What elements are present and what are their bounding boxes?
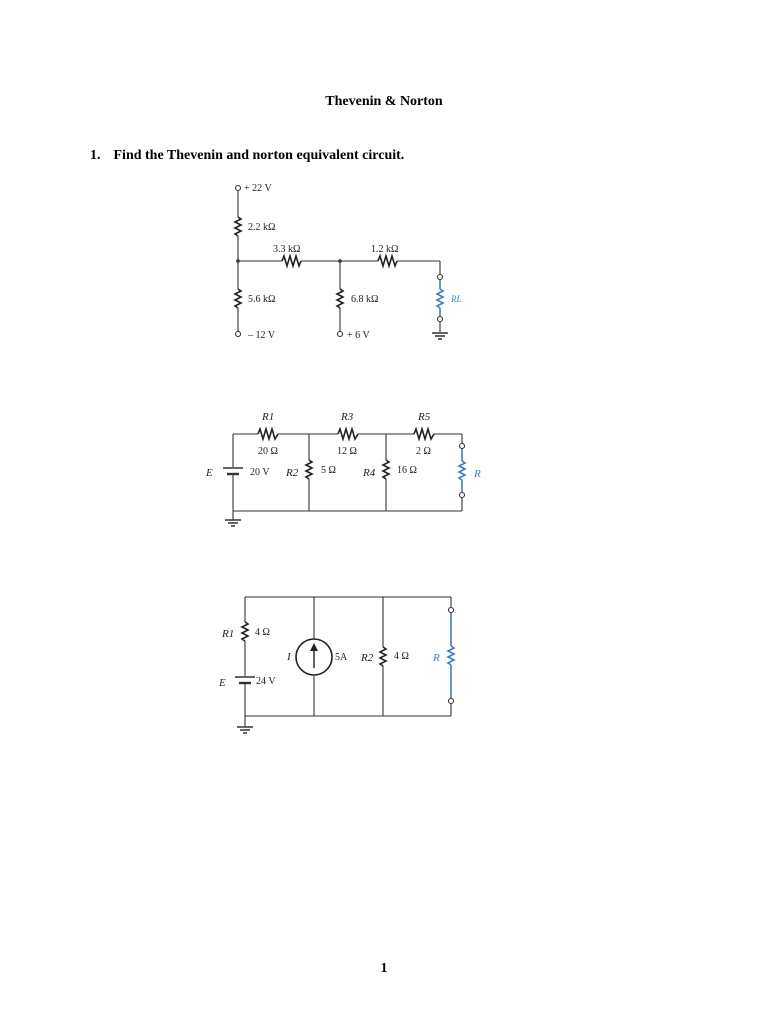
label-r1-name: R1 bbox=[222, 628, 235, 640]
label-load-r: R bbox=[474, 468, 481, 480]
label-v-left: – 12 V bbox=[248, 330, 276, 341]
question-text: Find the Thevenin and norton equivalent circuit. bbox=[113, 148, 405, 163]
label-load-rl: RL bbox=[451, 294, 462, 304]
label-r3-value: 12 Ω bbox=[337, 446, 357, 457]
label-r-series2: 1.2 kΩ bbox=[371, 244, 399, 255]
label-r1-value: 20 Ω bbox=[258, 446, 278, 457]
ground-icon bbox=[237, 727, 253, 733]
label-v-mid: + 6 V bbox=[347, 330, 370, 341]
label-source-name: E bbox=[219, 677, 226, 689]
label-r2-value: 5 Ω bbox=[321, 465, 336, 476]
label-v-top: + 22 V bbox=[244, 183, 272, 194]
resistor-load-r bbox=[448, 646, 454, 665]
page-title: Thevenin & Norton bbox=[325, 94, 443, 109]
current-source-icon bbox=[296, 639, 332, 675]
label-current-value: 5A bbox=[335, 652, 348, 663]
label-r5-name: R5 bbox=[418, 411, 431, 423]
resistor-r1 bbox=[242, 622, 248, 641]
label-source-value: 24 V bbox=[256, 676, 276, 687]
label-r3-name: R3 bbox=[341, 411, 354, 423]
battery-icon bbox=[235, 677, 255, 683]
label-r-top: 2.2 kΩ bbox=[248, 222, 276, 233]
label-r-series1: 3.3 kΩ bbox=[273, 244, 301, 255]
label-r4-name: R4 bbox=[363, 467, 376, 479]
label-r5-value: 2 Ω bbox=[416, 446, 431, 457]
label-r-mid: 6.8 kΩ bbox=[351, 294, 379, 305]
label-r2-name: R2 bbox=[361, 652, 374, 664]
label-r4-value: 16 Ω bbox=[397, 465, 417, 476]
label-source-value: 20 V bbox=[250, 467, 270, 478]
label-r1-name: R1 bbox=[262, 411, 275, 423]
resistor-r2 bbox=[380, 647, 386, 666]
label-r2-name: R2 bbox=[286, 467, 299, 479]
label-r2-value: 4 Ω bbox=[394, 651, 409, 662]
question-number: 1. bbox=[90, 148, 101, 163]
label-load-r: R bbox=[433, 652, 440, 664]
page-number: 1 bbox=[380, 961, 388, 976]
label-current-name: I bbox=[287, 651, 291, 663]
label-source-name: E bbox=[206, 467, 213, 479]
label-r-left: 5.6 kΩ bbox=[248, 294, 276, 305]
label-r1-value: 4 Ω bbox=[255, 627, 270, 638]
